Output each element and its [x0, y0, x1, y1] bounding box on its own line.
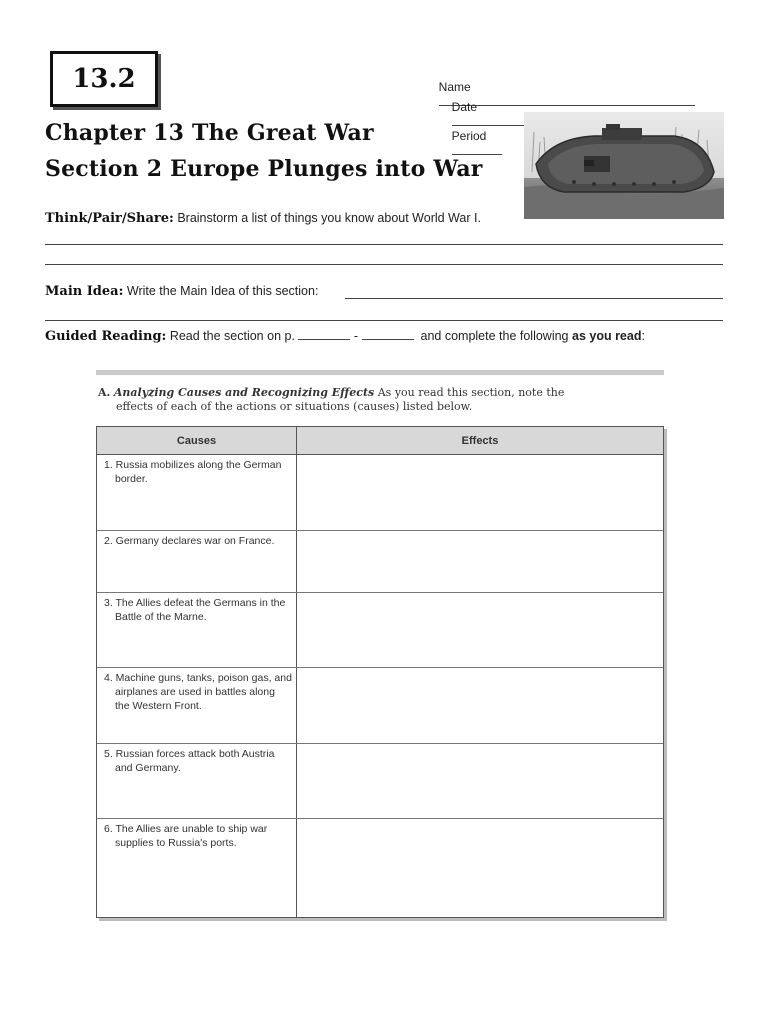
- effect-cell-6[interactable]: [299, 819, 661, 916]
- part-title: Analyzing Causes and Recognizing Effects: [113, 386, 375, 399]
- page-start-blank[interactable]: [298, 328, 350, 340]
- think-pair-share-prompt: [45, 211, 481, 226]
- cause-row-6: 6. The Allies are unable to ship war supplies to Russia's ports.: [104, 823, 268, 849]
- cause-effect-worksheet: [96, 370, 666, 920]
- guided-reading-colon: :: [641, 329, 645, 343]
- effects-header: Effects: [297, 427, 663, 455]
- think-pair-share-label: Think/Pair/Share:: [45, 211, 174, 226]
- guided-reading-text-before: Read the section on p.: [169, 329, 295, 343]
- causes-header: Causes: [97, 427, 296, 455]
- cause-row-1: 1. Russia mobilizes along the German border.: [104, 459, 282, 485]
- brainstorm-line-2[interactable]: [45, 264, 723, 265]
- main-idea-label: Main Idea:: [45, 284, 124, 299]
- effect-cell-5[interactable]: [299, 744, 661, 817]
- section-number: 13.2: [72, 64, 136, 94]
- main-idea-prompt: [45, 284, 318, 299]
- page-end-blank[interactable]: [362, 328, 414, 340]
- cause-effect-table: [96, 426, 664, 918]
- effect-cell-3[interactable]: [299, 593, 661, 666]
- tank-photo: [524, 112, 724, 219]
- section-number-badge: [50, 51, 158, 107]
- worksheet-instructions: [98, 386, 564, 414]
- section-title: Section 2 Europe Plunges into War: [45, 156, 483, 182]
- effect-cell-2[interactable]: [299, 531, 661, 591]
- cause-row-2: 2. Germany declares war on France.: [104, 535, 275, 547]
- effect-cell-4[interactable]: [299, 668, 661, 742]
- guided-reading-bold: as you read: [572, 329, 642, 343]
- brainstorm-line-1[interactable]: [45, 244, 723, 245]
- cause-row-4: 4. Machine guns, tanks, poison gas, and airplanes are used in battles along the Western Front.: [104, 672, 292, 712]
- period-label: Period: [451, 129, 487, 143]
- guided-reading-text-after: and complete the following: [420, 329, 569, 343]
- worksheet-top-bar: [96, 370, 664, 375]
- date-label: Date: [451, 100, 478, 114]
- column-divider: [296, 427, 297, 917]
- cause-row-3: 3. The Allies defeat the Germans in the Battle of the Marne.: [104, 597, 286, 623]
- think-pair-share-text: Brainstorm a list of things you know about World War I.: [177, 211, 481, 225]
- period-blank[interactable]: [452, 143, 502, 155]
- cause-row-5: 5. Russian forces attack both Austria and Germany.: [104, 748, 275, 774]
- chapter-title: Chapter 13 The Great War: [45, 120, 374, 146]
- main-idea-line-1[interactable]: [345, 298, 723, 299]
- guided-reading-label: Guided Reading:: [45, 329, 167, 344]
- main-idea-line-2[interactable]: [45, 320, 723, 321]
- guided-reading-dash: -: [353, 329, 359, 343]
- instructions-line-2: effects of each of the actions or situations (causes) listed below.: [116, 400, 473, 413]
- part-letter: A.: [98, 386, 111, 399]
- instructions-line-1: As you read this section, note the: [377, 386, 565, 399]
- guided-reading-prompt: [45, 328, 645, 344]
- name-label: Name: [438, 80, 471, 94]
- effect-cell-1[interactable]: [299, 455, 661, 529]
- main-idea-text: Write the Main Idea of this section:: [126, 284, 319, 298]
